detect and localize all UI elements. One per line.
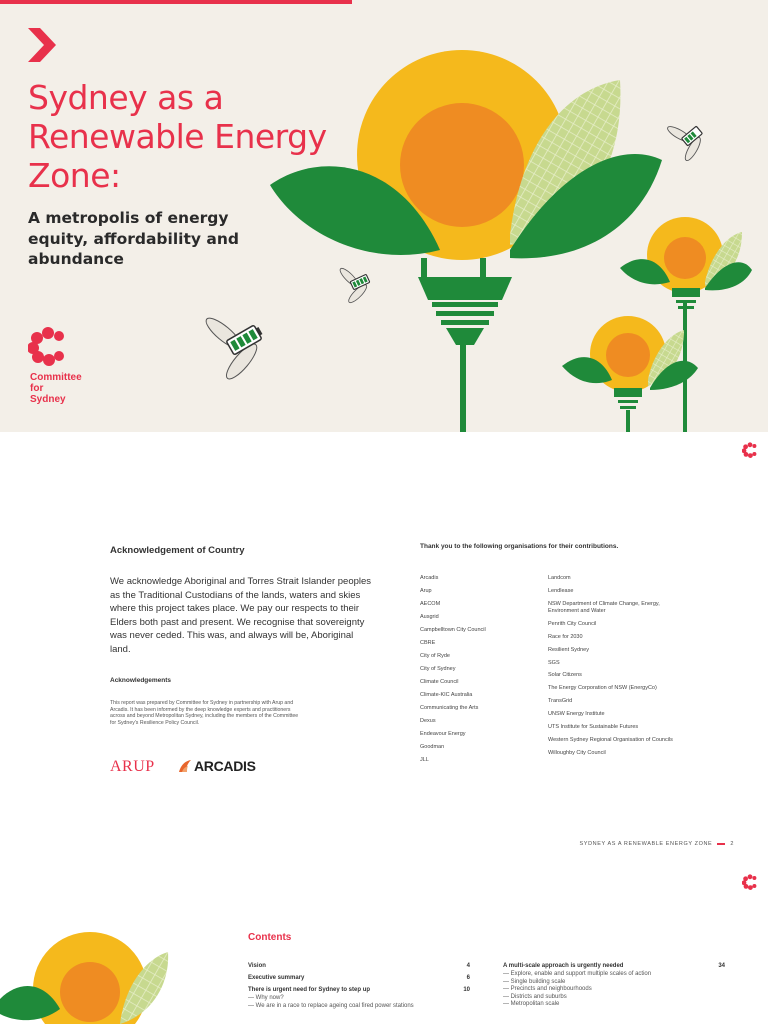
- toc-entry[interactable]: [503, 963, 725, 969]
- toc-entry-page: 10: [463, 987, 470, 993]
- toc-entry-page: 34: [718, 963, 725, 969]
- organisation-item: Goodman: [420, 743, 445, 750]
- committee-logo-icon: [742, 874, 758, 890]
- toc-sub-entry[interactable]: — Single building scale: [503, 979, 725, 985]
- acknowledgement-text: We acknowledge Aboriginal and Torres Strait Islander peoples as the Traditional Custodians of the lands, waters and skies where this project takes place. We pay our respects to their Elders both past and present. We recognise that sovereignty was never ceded. This was, and always will be, Aboriginal land.: [110, 576, 372, 655]
- toc-entry[interactable]: [248, 963, 470, 969]
- toc-right-column: [503, 963, 725, 1009]
- toc-left-column: [248, 963, 470, 1010]
- organisation-item: SGS: [548, 659, 560, 666]
- thanks-heading: Thank you to the following organisations for their contributions.: [420, 543, 619, 550]
- organisation-item: Dexus: [420, 717, 436, 724]
- organisation-item: Arup: [420, 587, 432, 594]
- contents-page: [0, 864, 768, 1024]
- organisation-item: Race for 2030: [548, 633, 583, 640]
- toc-entry[interactable]: [248, 987, 470, 993]
- organisation-item: Campbelltown City Council: [420, 626, 486, 633]
- cover-subtitle: A metropolis of energy equity, affordability and abundance: [28, 209, 239, 268]
- organisation-item: City of Sydney: [420, 665, 456, 672]
- organisation-item: JLL: [420, 756, 429, 763]
- contents-heading: Contents: [248, 932, 292, 943]
- committee-logo-icon: [742, 442, 758, 458]
- organisations-list-right: [548, 575, 673, 763]
- sun-flower-illustration: [0, 864, 200, 1024]
- organisation-item: Landcom: [548, 575, 571, 581]
- toc-entry-page: 4: [466, 963, 470, 969]
- organisation-item: Endeavour Energy: [420, 730, 466, 737]
- toc-entry[interactable]: [248, 975, 470, 981]
- organisation-item: City of Ryde: [420, 652, 450, 659]
- page-footer: [580, 841, 734, 847]
- toc-entry-label: Vision: [248, 963, 266, 969]
- page-number: 2: [730, 841, 734, 847]
- acknowledgement-heading: Acknowledgement of Country: [110, 545, 245, 556]
- organisation-item: The Energy Corporation of NSW (EnergyCo): [548, 685, 657, 692]
- cover-title: Sydney as a Renewable Energy Zone:: [28, 78, 327, 195]
- organisation-item: Willoughby City Council: [548, 750, 606, 757]
- logo-word: Sydney: [30, 394, 66, 405]
- organisation-item: CBRE: [420, 639, 436, 646]
- organisation-item: Western Sydney Regional Organisation of Councils: [548, 737, 673, 744]
- battery-bug-icon: [193, 297, 276, 386]
- organisation-item: UTS Institute for Sustainable Futures: [548, 724, 639, 731]
- toc-entry-page: 6: [466, 975, 470, 981]
- organisations-list-left: [420, 575, 545, 770]
- toc-sub-entry[interactable]: — Why now?: [248, 995, 470, 1001]
- footer-dash: [717, 843, 725, 845]
- toc-entry-label: Executive summary: [248, 975, 305, 981]
- footer-label: SYDNEY AS A RENEWABLE ENERGY ZONE: [579, 841, 713, 847]
- toc-sub-entry[interactable]: — Explore, enable and support multiple scales of action: [503, 971, 725, 977]
- toc-sub-entry[interactable]: — Precincts and neighbourhoods: [503, 986, 725, 992]
- organisation-item: Lendlease: [548, 587, 574, 594]
- sun-flower-plug-illustration: [0, 0, 768, 432]
- acknowledgement-page: [0, 432, 768, 864]
- logo-word: Committee: [30, 372, 82, 383]
- organisation-item: TransGrid: [548, 698, 573, 705]
- organisation-item: Climate-KIC Australia: [420, 691, 473, 698]
- organisation-item: NSW Department of Climate Change, Energy, Environment and Water: [548, 600, 660, 614]
- toc-sub-entry[interactable]: — We are in a race to replace ageing coal fired power stations: [248, 1003, 470, 1009]
- organisation-item: UNSW Energy Institute: [548, 711, 605, 718]
- organisation-item: Solar Citizens: [548, 672, 582, 679]
- battery-bug-icon: [333, 259, 375, 306]
- organisation-item: Resilient Sydney: [548, 646, 589, 653]
- toc-sub-entry[interactable]: — Districts and suburbs: [503, 994, 725, 1000]
- battery-bug-icon: [660, 112, 711, 164]
- organisation-item: Penrith City Council: [548, 620, 597, 627]
- acknowledgements-heading: Acknowledgements: [110, 677, 172, 684]
- organisation-item: Arcadis: [420, 575, 439, 581]
- arcadis-wordmark: ARCADIS: [194, 758, 256, 774]
- logo-word: for: [30, 383, 44, 394]
- toc-entry-label: A multi-scale approach is urgently needed: [503, 963, 624, 969]
- organisation-item: Climate Council: [420, 678, 459, 685]
- organisation-item: Communicating the Arts: [420, 704, 479, 711]
- organisation-item: Ausgrid: [420, 613, 439, 620]
- toc-sub-entry[interactable]: — Metropolitan scale: [503, 1001, 725, 1007]
- arcadis-mark-icon: [178, 759, 192, 773]
- organisation-item: AECOM: [420, 600, 441, 607]
- acknowledgements-text: This report was prepared by Committee for Sydney in partnership with Arup and Arcadis. It has been informed by the deep knowledge experts and practitioners across and beyond Metropolitan Sydney, including the members of the Committee for Sydney's Resilience Policy Council.: [110, 700, 299, 726]
- arcadis-logo: [178, 758, 256, 774]
- toc-entry-label: There is urgent need for Sydney to step up: [248, 987, 371, 993]
- cover-page: [0, 0, 768, 432]
- arup-logo: ARUP: [110, 758, 155, 775]
